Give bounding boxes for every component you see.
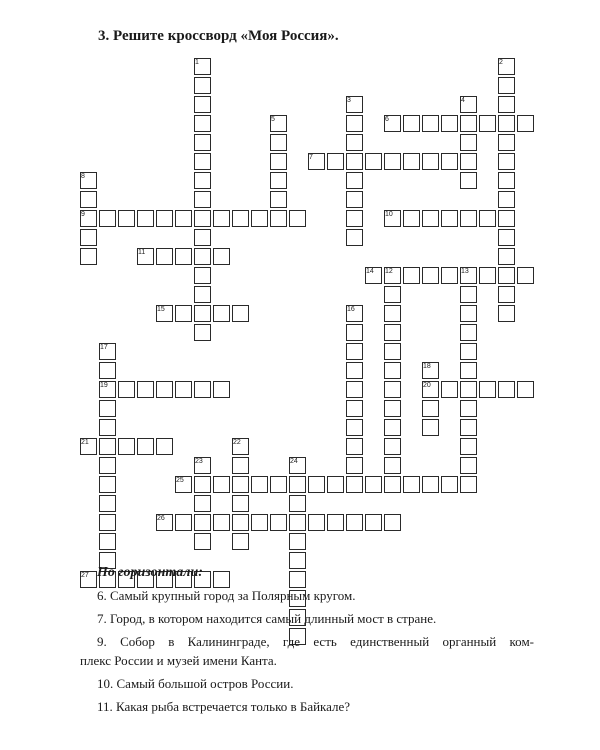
clue-number-15: 15: [157, 306, 165, 313]
crossword-cell[interactable]: [99, 457, 116, 474]
crossword-cell[interactable]: [194, 115, 211, 132]
crossword-cell[interactable]: [384, 343, 401, 360]
crossword-cell[interactable]: [422, 210, 439, 227]
crossword-cell[interactable]: [194, 286, 211, 303]
crossword-cell[interactable]: [194, 305, 211, 322]
crossword-cell[interactable]: [384, 305, 401, 322]
clue-number-23: 23: [195, 458, 203, 465]
crossword-cell[interactable]: [194, 96, 211, 113]
crossword-cell[interactable]: [384, 419, 401, 436]
clue-number-17: 17: [100, 344, 108, 351]
crossword-cell[interactable]: [232, 514, 249, 531]
crossword-cell[interactable]: [346, 514, 363, 531]
crossword-cell[interactable]: [194, 172, 211, 189]
crossword-cell[interactable]: [308, 514, 325, 531]
crossword-cell[interactable]: [270, 134, 287, 151]
clue-number-26: 26: [157, 515, 165, 522]
crossword-cell[interactable]: [403, 210, 420, 227]
crossword-cell[interactable]: [460, 134, 477, 151]
crossword-cell[interactable]: [156, 438, 173, 455]
crossword-cell[interactable]: [384, 457, 401, 474]
crossword-cell[interactable]: [289, 476, 306, 493]
crossword-cell[interactable]: [384, 476, 401, 493]
crossword-cell[interactable]: [422, 267, 439, 284]
crossword-cell[interactable]: [346, 400, 363, 417]
crossword-cell[interactable]: [498, 248, 515, 265]
crossword-cell[interactable]: [384, 362, 401, 379]
clue-number-18: 18: [423, 363, 431, 370]
crossword-cell[interactable]: [403, 476, 420, 493]
crossword-cell[interactable]: [232, 305, 249, 322]
crossword-cell[interactable]: [270, 476, 287, 493]
clue-number-27: 27: [81, 572, 89, 579]
crossword-cell[interactable]: [498, 134, 515, 151]
crossword-cell[interactable]: [99, 438, 116, 455]
crossword-cell[interactable]: [194, 229, 211, 246]
crossword-cell[interactable]: [441, 381, 458, 398]
crossword-cell[interactable]: [194, 324, 211, 341]
crossword-cell[interactable]: [194, 210, 211, 227]
crossword-cell[interactable]: [498, 153, 515, 170]
crossword-cell[interactable]: [289, 533, 306, 550]
crossword-cell[interactable]: [194, 134, 211, 151]
crossword-cell[interactable]: [479, 115, 496, 132]
crossword-cell[interactable]: [460, 381, 477, 398]
crossword-cell[interactable]: [194, 514, 211, 531]
crossword-cell[interactable]: [365, 153, 382, 170]
crossword-cell[interactable]: [194, 476, 211, 493]
crossword-cell[interactable]: [175, 514, 192, 531]
crossword-cell[interactable]: [460, 476, 477, 493]
crossword-cell[interactable]: [118, 381, 135, 398]
clue-number-14: 14: [366, 268, 374, 275]
crossword-cell[interactable]: [460, 305, 477, 322]
crossword-cell[interactable]: [194, 77, 211, 94]
crossword-cell[interactable]: [289, 552, 306, 569]
clue-9-continued: плекс России и музей имени Канта.: [80, 653, 277, 668]
crossword-cell[interactable]: [498, 172, 515, 189]
crossword-cell[interactable]: [479, 210, 496, 227]
crossword-cell[interactable]: [422, 419, 439, 436]
crossword-cell[interactable]: [422, 115, 439, 132]
crossword-cell[interactable]: [384, 153, 401, 170]
crossword-cell[interactable]: [175, 305, 192, 322]
crossword-cell[interactable]: [270, 191, 287, 208]
crossword-cell[interactable]: [194, 153, 211, 170]
crossword-cell[interactable]: [289, 210, 306, 227]
clue-number-20: 20: [423, 382, 431, 389]
crossword-cell[interactable]: [213, 210, 230, 227]
crossword-cell[interactable]: [460, 210, 477, 227]
clues-heading: По горизонтали:: [97, 565, 203, 580]
crossword-cell[interactable]: [99, 533, 116, 550]
crossword-cell[interactable]: [384, 438, 401, 455]
crossword-cell[interactable]: [99, 419, 116, 436]
crossword-cell[interactable]: [194, 495, 211, 512]
clue-number-7: 7: [309, 154, 313, 161]
clue-number-8: 8: [81, 173, 85, 180]
crossword-cell[interactable]: [422, 400, 439, 417]
crossword-cell[interactable]: [441, 267, 458, 284]
crossword-cell[interactable]: [308, 476, 325, 493]
crossword-cell[interactable]: [213, 381, 230, 398]
crossword-cell[interactable]: [137, 381, 154, 398]
crossword-cell[interactable]: [441, 115, 458, 132]
crossword-cell[interactable]: [365, 514, 382, 531]
crossword-cell[interactable]: [479, 381, 496, 398]
crossword-cell[interactable]: [460, 286, 477, 303]
crossword-cell[interactable]: [346, 134, 363, 151]
crossword-cell[interactable]: [346, 172, 363, 189]
clue-number-24: 24: [290, 458, 298, 465]
crossword-cell[interactable]: [175, 381, 192, 398]
crossword-cell[interactable]: [99, 495, 116, 512]
crossword-cell[interactable]: [232, 476, 249, 493]
clue-number-6: 6: [385, 116, 389, 123]
crossword-cell[interactable]: [346, 362, 363, 379]
page-title: 3. Решите кроссворд «Моя Россия».: [98, 28, 339, 44]
crossword-cell[interactable]: [99, 476, 116, 493]
clue-number-22: 22: [233, 439, 241, 446]
clue-number-10: 10: [385, 211, 393, 218]
crossword-cell[interactable]: [251, 210, 268, 227]
crossword-cell[interactable]: [460, 419, 477, 436]
crossword-cell[interactable]: [327, 153, 344, 170]
crossword-cell[interactable]: [289, 495, 306, 512]
crossword-cell[interactable]: [460, 324, 477, 341]
clue-7: 7. Город, в котором находится самый длинный мост в стране.: [97, 611, 437, 626]
clue-number-11: 11: [138, 249, 146, 256]
crossword-cell[interactable]: [194, 533, 211, 550]
crossword-cell[interactable]: [346, 191, 363, 208]
crossword-cell[interactable]: [232, 495, 249, 512]
crossword-cell[interactable]: [422, 476, 439, 493]
crossword-cell[interactable]: [327, 476, 344, 493]
crossword-cell[interactable]: [327, 514, 344, 531]
crossword-cell[interactable]: [346, 438, 363, 455]
crossword-cell[interactable]: [403, 267, 420, 284]
crossword-cell[interactable]: [156, 381, 173, 398]
crossword-cell[interactable]: [460, 438, 477, 455]
crossword-cell[interactable]: [251, 476, 268, 493]
crossword-cell[interactable]: [384, 400, 401, 417]
crossword-cell[interactable]: [194, 267, 211, 284]
crossword-cell[interactable]: [289, 514, 306, 531]
crossword-cell[interactable]: [441, 153, 458, 170]
clue-number-4: 4: [461, 97, 465, 104]
crossword-cell[interactable]: [346, 476, 363, 493]
clue-number-12: 12: [385, 268, 393, 275]
crossword-cell[interactable]: [346, 343, 363, 360]
crossword-cell[interactable]: [460, 343, 477, 360]
crossword-cell[interactable]: [213, 248, 230, 265]
crossword-cell[interactable]: [517, 115, 534, 132]
crossword-cell[interactable]: [460, 400, 477, 417]
crossword-cell[interactable]: [422, 153, 439, 170]
crossword-cell[interactable]: [365, 476, 382, 493]
clue-9: 9. Собор в Калининграде, где есть единственный органный ком-: [97, 634, 534, 649]
crossword-cell[interactable]: [498, 305, 515, 322]
crossword-cell[interactable]: [213, 571, 230, 588]
crossword-cell[interactable]: [99, 210, 116, 227]
crossword-cell[interactable]: [175, 210, 192, 227]
crossword-cell[interactable]: [498, 286, 515, 303]
crossword-cell[interactable]: [194, 381, 211, 398]
crossword-cell[interactable]: [441, 210, 458, 227]
crossword-cell[interactable]: [232, 210, 249, 227]
crossword-cell[interactable]: [498, 96, 515, 113]
crossword-cell[interactable]: [460, 362, 477, 379]
crossword-cell[interactable]: [460, 172, 477, 189]
crossword-cell[interactable]: [403, 115, 420, 132]
clue-10: 10. Самый большой остров России.: [97, 676, 294, 691]
crossword-cell[interactable]: [460, 153, 477, 170]
crossword-cell[interactable]: [99, 400, 116, 417]
crossword-cell[interactable]: [346, 229, 363, 246]
crossword-cell[interactable]: [384, 324, 401, 341]
crossword-cell[interactable]: [346, 210, 363, 227]
crossword-cell[interactable]: [498, 115, 515, 132]
crossword-cell[interactable]: [232, 533, 249, 550]
crossword-cell[interactable]: [213, 305, 230, 322]
clue-number-1: 1: [195, 59, 199, 66]
crossword-cell[interactable]: [137, 210, 154, 227]
crossword-cell[interactable]: [498, 229, 515, 246]
crossword-cell[interactable]: [270, 172, 287, 189]
crossword-cell[interactable]: [498, 381, 515, 398]
crossword-cell[interactable]: [194, 248, 211, 265]
crossword-cell[interactable]: [289, 571, 306, 588]
crossword-cell[interactable]: [384, 514, 401, 531]
crossword-cell[interactable]: [270, 514, 287, 531]
clue-number-21: 21: [81, 439, 89, 446]
clue-number-2: 2: [499, 59, 503, 66]
crossword-cell[interactable]: [80, 191, 97, 208]
crossword-cell[interactable]: [232, 457, 249, 474]
crossword-cell[interactable]: [270, 153, 287, 170]
clue-number-9: 9: [81, 211, 85, 218]
crossword-cell[interactable]: [346, 419, 363, 436]
crossword-cell[interactable]: [460, 457, 477, 474]
crossword-cell[interactable]: [498, 210, 515, 227]
crossword-cell[interactable]: [194, 191, 211, 208]
crossword-cell[interactable]: [156, 248, 173, 265]
crossword-cell[interactable]: [498, 77, 515, 94]
crossword-cell[interactable]: [346, 457, 363, 474]
clue-number-19: 19: [100, 382, 108, 389]
crossword-cell[interactable]: [213, 476, 230, 493]
crossword-cell[interactable]: [270, 210, 287, 227]
crossword-cell[interactable]: [403, 153, 420, 170]
crossword-cell[interactable]: [460, 115, 477, 132]
crossword-cell[interactable]: [137, 438, 154, 455]
crossword-cell[interactable]: [118, 210, 135, 227]
crossword-cell[interactable]: [213, 514, 230, 531]
crossword-cell[interactable]: [118, 438, 135, 455]
crossword-cell[interactable]: [498, 191, 515, 208]
clue-number-16: 16: [347, 306, 355, 313]
crossword-cell[interactable]: [156, 210, 173, 227]
clue-number-3: 3: [347, 97, 351, 104]
clue-number-13: 13: [461, 268, 469, 275]
clue-number-25: 25: [176, 477, 184, 484]
crossword-cell[interactable]: [346, 324, 363, 341]
crossword-cell[interactable]: [517, 381, 534, 398]
crossword-cell[interactable]: [251, 514, 268, 531]
crossword-cell[interactable]: [346, 115, 363, 132]
crossword-cell[interactable]: [80, 248, 97, 265]
crossword-cell[interactable]: [498, 267, 515, 284]
crossword-cell[interactable]: [99, 514, 116, 531]
crossword-cell[interactable]: [384, 286, 401, 303]
clue-11: 11. Какая рыба встречается только в Байкале?: [97, 699, 351, 714]
crossword-cell[interactable]: [441, 476, 458, 493]
crossword-cell[interactable]: [346, 381, 363, 398]
crossword-cell[interactable]: [479, 267, 496, 284]
crossword-cell[interactable]: [99, 362, 116, 379]
crossword-cell[interactable]: [80, 229, 97, 246]
crossword-cell[interactable]: [384, 381, 401, 398]
clue-6: 6. Самый крупный город за Полярным кругом.: [97, 588, 356, 603]
crossword-cell[interactable]: [346, 153, 363, 170]
crossword-cell[interactable]: [175, 248, 192, 265]
clue-number-5: 5: [271, 116, 275, 123]
crossword-cell[interactable]: [517, 267, 534, 284]
